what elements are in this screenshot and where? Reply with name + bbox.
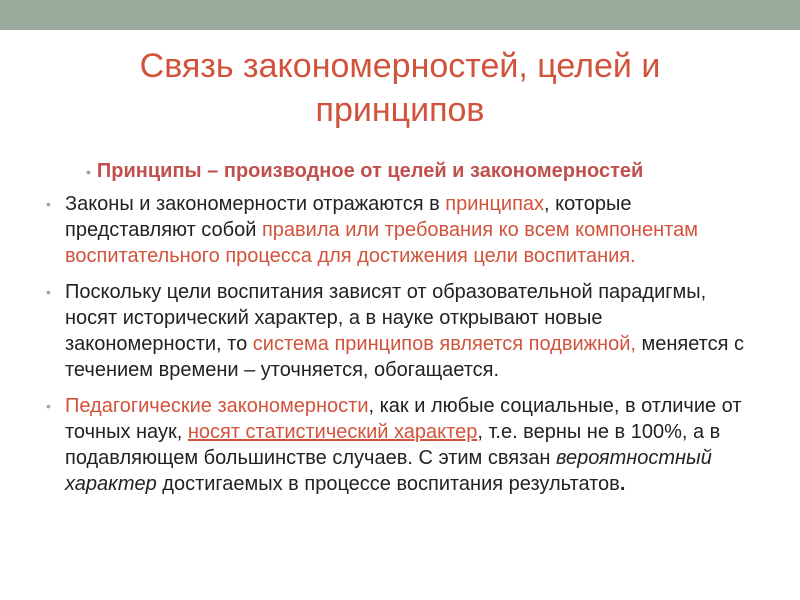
text-run: , т.е. верны не в 100%, а в подавляющем большинстве случаев. С этим связан (65, 421, 721, 469)
slide-title (40, 44, 760, 132)
highlight-system-mobile: система принципов является подвижной, (252, 333, 636, 355)
final-period: . (619, 473, 626, 495)
text-run: Поскольку цели воспитания зависят от образовательной парадигмы, носят исторический характер, а в науке открывают новые закономерности, то (65, 281, 707, 355)
text-run: достигаемых в процессе воспитания результатов (156, 473, 620, 495)
highlight-statistical: носят статистический характер (187, 421, 478, 443)
text-run: Законы и закономерности отражаются в (65, 193, 446, 215)
paragraph-goals (46, 279, 746, 383)
bullet-dot-icon: • (46, 398, 51, 414)
text-run: , которые представляют собой (65, 193, 632, 241)
bullet-dot-icon: • (46, 284, 51, 300)
slide-content (46, 158, 746, 507)
paragraph-laws (46, 191, 746, 269)
bullet-dot-icon: • (46, 196, 51, 212)
bullet-dot-icon: • (86, 164, 91, 180)
subtitle-text: Принципы – производное от целей и закономерностей (96, 160, 644, 182)
italic-probabilistic: вероятностный характер (65, 447, 712, 495)
highlight-principles: принципах (445, 193, 545, 215)
text-run: меняется с течением времени – уточняется, обогащается. (65, 333, 745, 381)
title-line-2: принципов (315, 91, 485, 129)
subtitle-bullet (86, 158, 746, 185)
highlight-rules: правила или требования ко всем компонентам воспитательного процесса для достижения цели воспитания. (65, 219, 698, 267)
text-run: , как и любые социальные, в отличие от точных наук, (65, 395, 742, 443)
paragraph-pedagogical (46, 393, 746, 497)
highlight-pedagogical-laws: Педагогические закономерности (65, 395, 369, 417)
top-decor-band (0, 0, 800, 30)
title-line-1: Связь закономерностей, целей и (139, 47, 661, 85)
